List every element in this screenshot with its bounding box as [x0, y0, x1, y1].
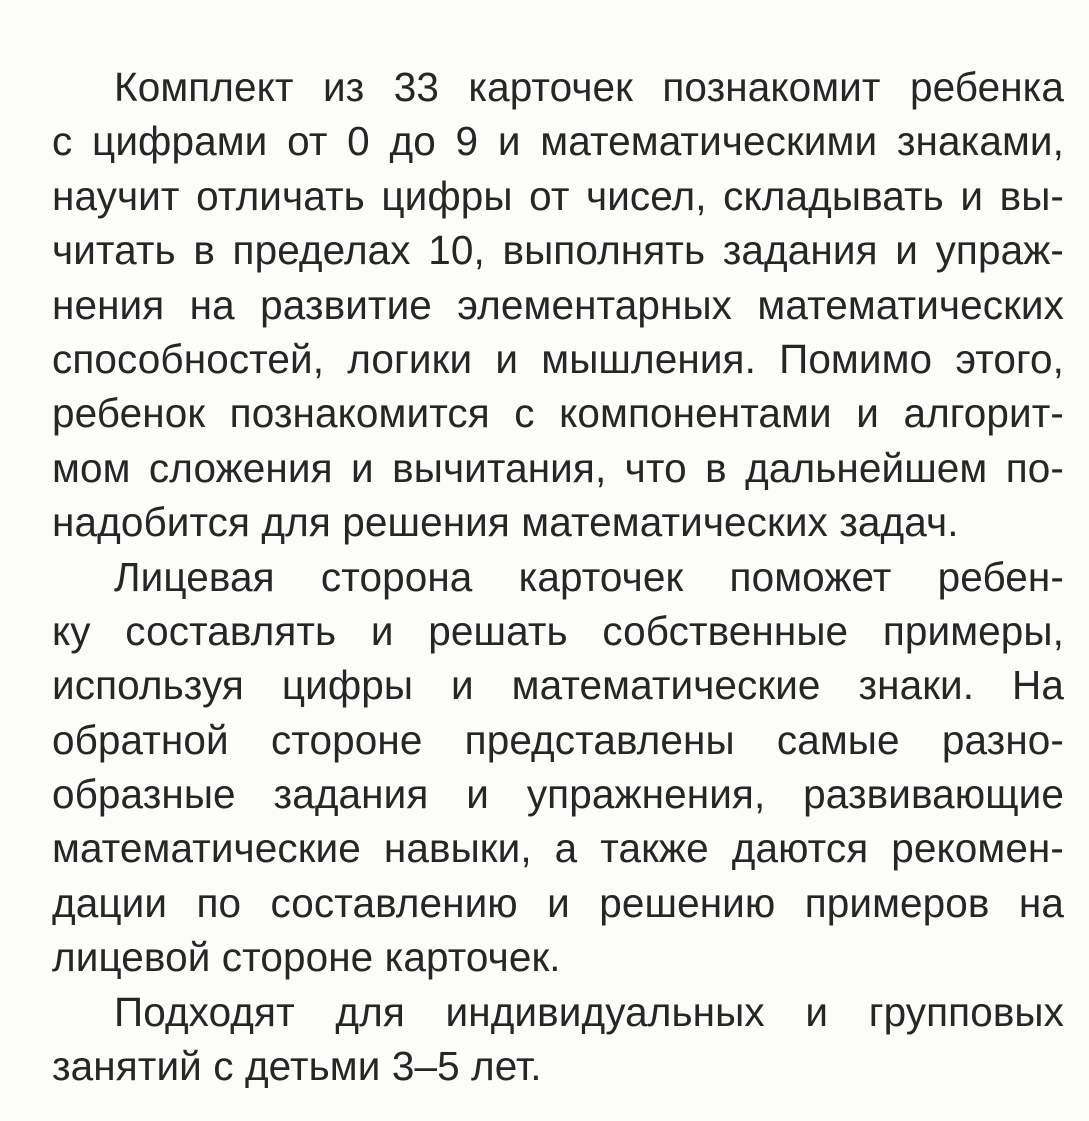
text-line: мом сложения и вычитания, что в дальнейшем по-: [52, 444, 1064, 491]
text-line: занятий с детьми 3–5 лет.: [52, 1043, 542, 1090]
text-line: лицевой стороне карточек.: [52, 934, 561, 981]
text-line: Комплект из 33 карточек познакомит ребенка: [114, 64, 1064, 110]
text-line: с цифрами от 0 до 9 и математическими знаками,: [52, 118, 1064, 165]
text-line: научит отличать цифры от чисел, складывать и вы-: [52, 172, 1064, 219]
text-line: Подходят для индивидуальных и групповых: [114, 988, 1064, 1035]
text-line: образные задания и упражнения, развивающие: [52, 771, 1064, 818]
paragraph-3: [52, 985, 1064, 1094]
text-body: [52, 60, 1064, 1093]
text-line: дации по составлению и решению примеров на: [52, 879, 1064, 926]
text-line: Лицевая сторона карточек поможет ребен-: [114, 553, 1064, 600]
text-line: читать в пределах 10, выполнять задания и упраж-: [52, 227, 1064, 274]
paragraph-2: [52, 550, 1064, 985]
text-line: ребенок познакомится с компонентами и алгорит-: [52, 390, 1064, 437]
text-line: нения на развитие элементарных математических: [52, 281, 1064, 328]
text-line: обратной стороне представлены самые разно-: [52, 716, 1064, 763]
text-line: способностей, логики и мышления. Помимо этого,: [52, 335, 1064, 382]
text-line: надобится для решения математических задач.: [52, 499, 959, 546]
paragraph-1: [52, 60, 1064, 550]
text-line: ку составлять и решать собственные примеры,: [52, 607, 1064, 654]
text-line: математические навыки, а также даются рекомен-: [52, 825, 1064, 872]
text-line: используя цифры и математические знаки. На: [52, 662, 1064, 709]
